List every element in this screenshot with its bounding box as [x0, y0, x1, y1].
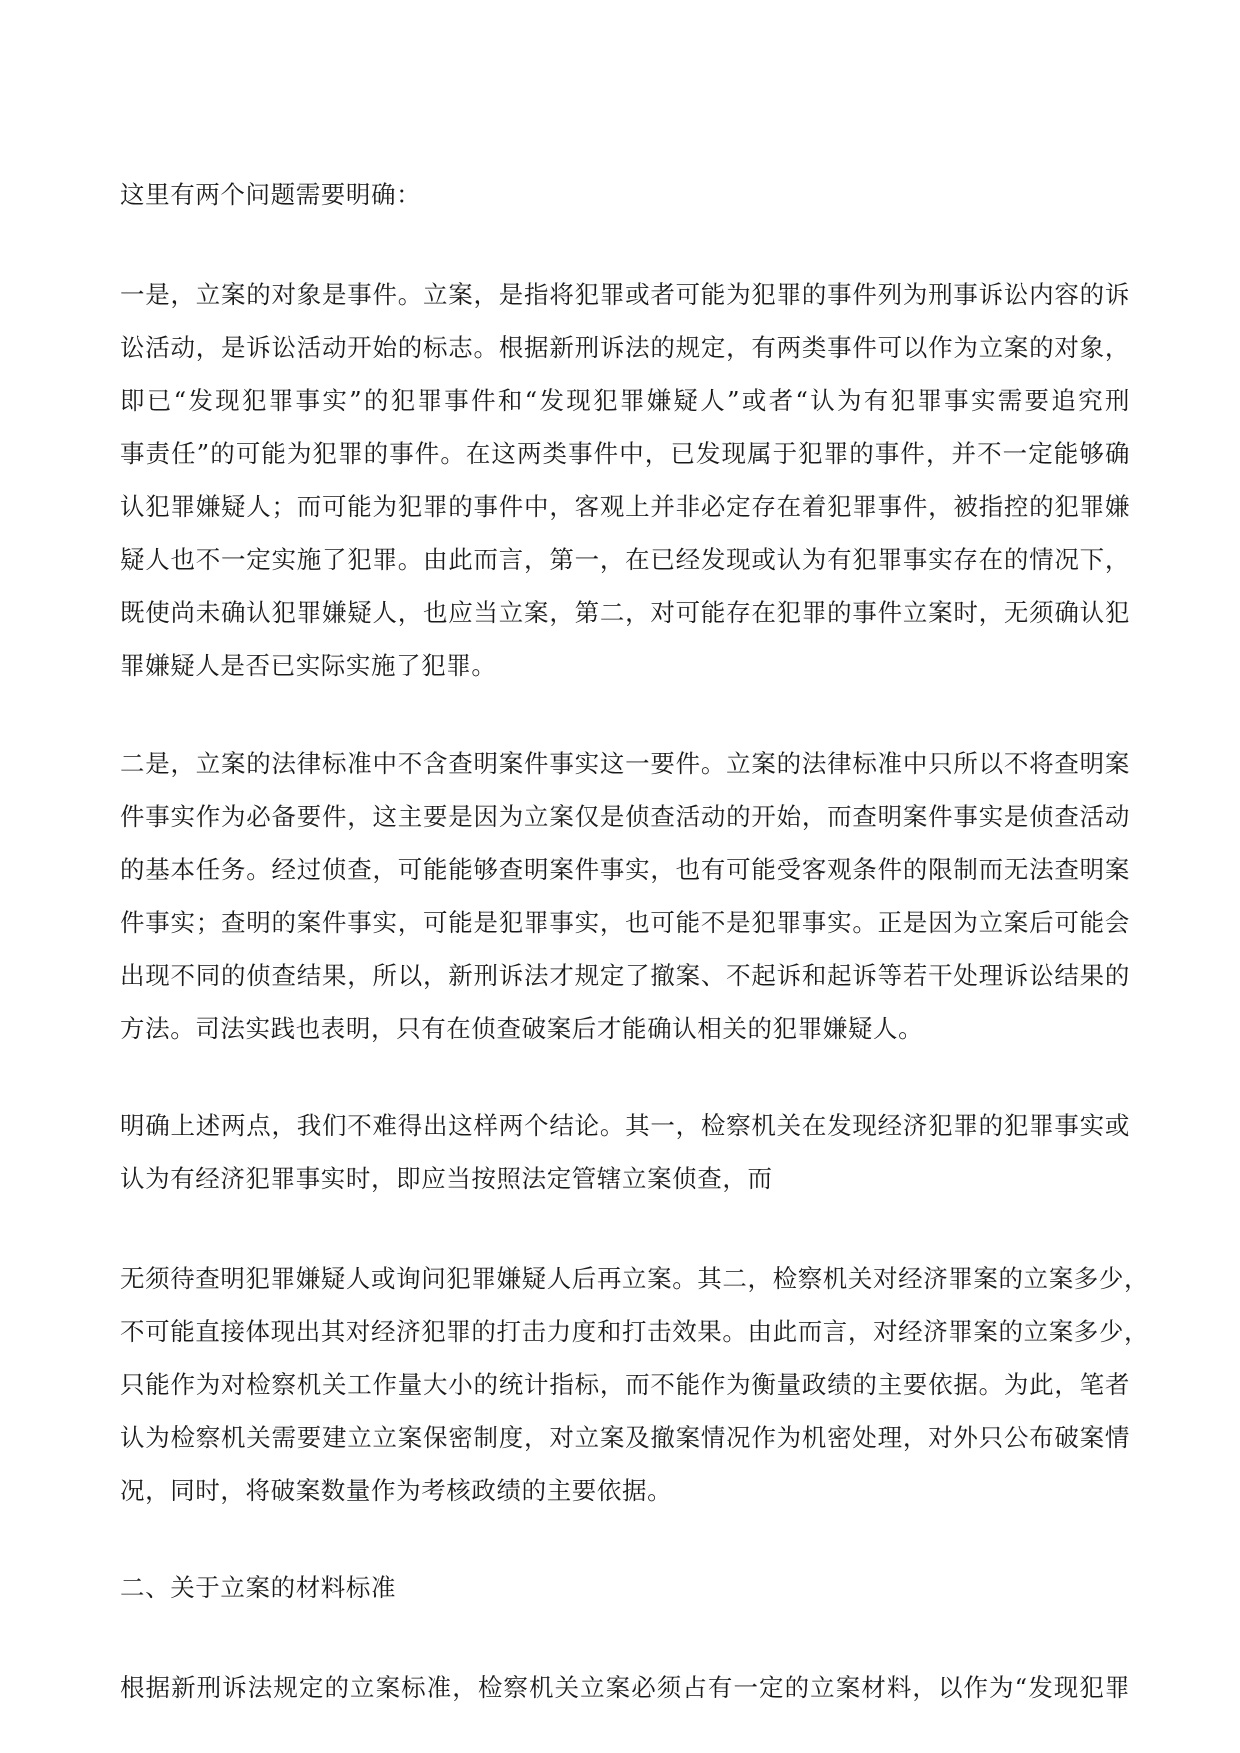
para1-line-4: 事责任”的可能为犯罪的事件。在这两类事件中，已发现属于犯罪的事件，并不一定能够确 — [120, 439, 1130, 468]
para4-line-5: 况，同时，将破案数量作为考核政绩的主要依据。 — [120, 1476, 673, 1505]
para1-line-2: 讼活动，是诉讼活动开始的标志。根据新刑诉法的规定，有两类事件可以作为立案的对象， — [120, 333, 1130, 362]
para2-line-2: 件事实作为必备要件，这主要是因为立案仅是侦查活动的开始，而查明案件事实是侦查活动 — [120, 802, 1130, 831]
intro-text: 这里有两个问题需要明确： — [120, 180, 422, 209]
para4-line-3: 只能作为对检察机关工作量大小的统计指标，而不能作为衡量政绩的主要依据。为此，笔者 — [120, 1370, 1130, 1399]
para2-line-1: 二是，立案的法律标准中不含查明案件事实这一要件。立案的法律标准中只所以不将查明案 — [120, 749, 1130, 778]
para1-line-1: 一是，立案的对象是事件。立案，是指将犯罪或者可能为犯罪的事件列为刑事诉讼内容的诉 — [120, 280, 1130, 309]
para1-line-5: 认犯罪嫌疑人；而可能为犯罪的事件中，客观上并非必定存在着犯罪事件，被指控的犯罪嫌 — [120, 492, 1130, 521]
para4-line-4: 认为检察机关需要建立立案保密制度，对立案及撤案情况作为机密处理，对外只公布破案情 — [120, 1423, 1130, 1452]
para2-line-3: 的基本任务。经过侦查，可能能够查明案件事实，也有可能受客观条件的限制而无法查明案 — [120, 855, 1130, 884]
para3-line-1: 明确上述两点，我们不难得出这样两个结论。其一，检察机关在发现经济犯罪的犯罪事实或 — [120, 1111, 1130, 1140]
para4-line-1: 无须待查明犯罪嫌疑人或询问犯罪嫌疑人后再立案。其二，检察机关对经济罪案的立案多少， — [120, 1264, 1150, 1293]
para5-line-1: 根据新刑诉法规定的立案标准，检察机关立案必须占有一定的立案材料，以作为“发现犯罪 — [120, 1673, 1130, 1702]
para3-line-2: 认为有经济犯罪事实时，即应当按照法定管辖立案侦查，而 — [120, 1164, 773, 1193]
para1-line-3: 即已“发现犯罪事实”的犯罪事件和“发现犯罪嫌疑人”或者“认为有犯罪事实需要追究刑 — [120, 386, 1130, 415]
para2-line-6: 方法。司法实践也表明，只有在侦查破案后才能确认相关的犯罪嫌疑人。 — [120, 1014, 924, 1043]
para2-line-5: 出现不同的侦查结果，所以，新刑诉法才规定了撤案、不起诉和起诉等若干处理诉讼结果的 — [120, 961, 1130, 990]
section-heading: 二、关于立案的材料标准 — [120, 1573, 397, 1602]
para1-line-8: 罪嫌疑人是否已实际实施了犯罪。 — [120, 651, 497, 680]
para2-line-4: 件事实；查明的案件事实，可能是犯罪事实，也可能不是犯罪事实。正是因为立案后可能会 — [120, 908, 1130, 937]
para4-line-2: 不可能直接体现出其对经济犯罪的打击力度和打击效果。由此而言，对经济罪案的立案多少， — [120, 1317, 1150, 1346]
para1-line-7: 既使尚未确认犯罪嫌疑人，也应当立案，第二，对可能存在犯罪的事件立案时，无须确认犯 — [120, 598, 1130, 627]
para1-line-6: 疑人也不一定实施了犯罪。由此而言，第一，在已经发现或认为有犯罪事实存在的情况下， — [120, 545, 1130, 574]
